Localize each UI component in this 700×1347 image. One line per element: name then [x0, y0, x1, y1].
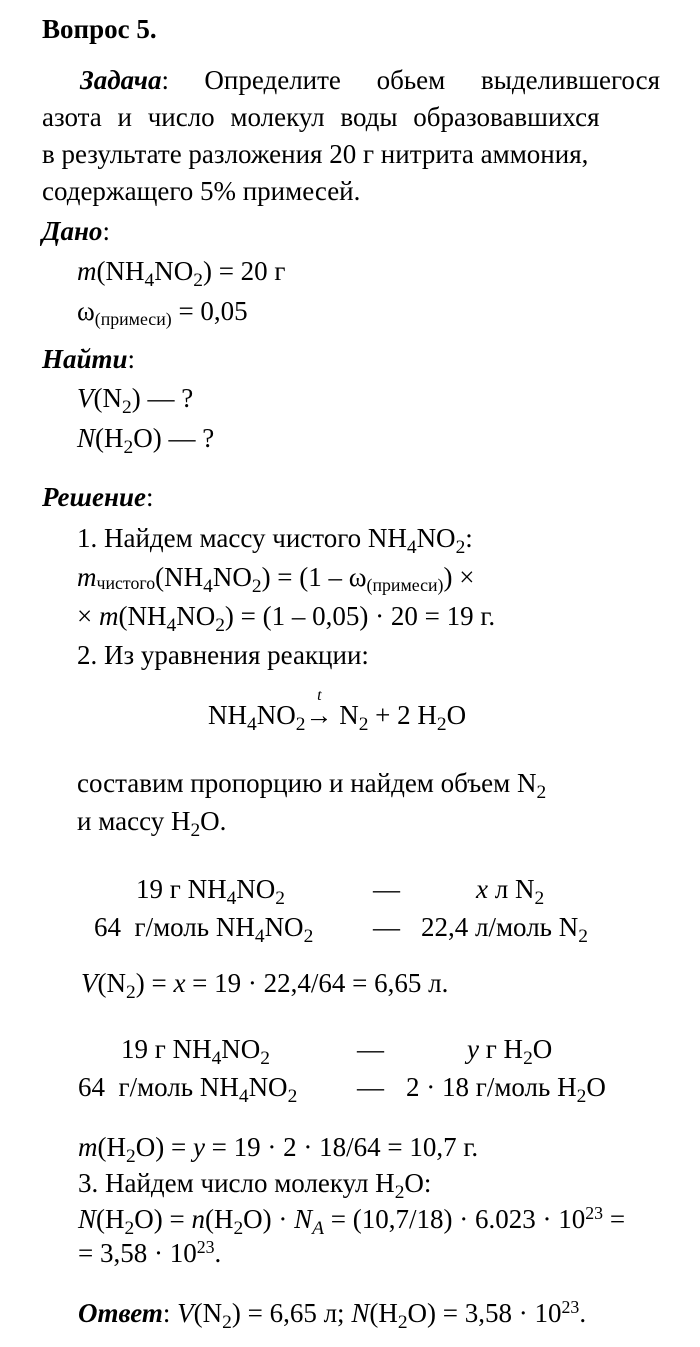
mass-result [78, 1132, 479, 1167]
intro-text: O. [200, 806, 227, 836]
find-heading [42, 346, 135, 373]
formula-part: NO [212, 562, 252, 592]
subscript: 2 [260, 1047, 271, 1069]
formula-part: 64 г/моль NH [94, 912, 255, 942]
subscript: 2 [275, 887, 286, 909]
formula-part: O [532, 1034, 553, 1064]
proportion-row [136, 874, 286, 909]
formula-part: ) = (1 – ω [261, 562, 367, 592]
formula-part: . [579, 1298, 587, 1328]
proportion-row [78, 1072, 298, 1107]
number-symbol: N [351, 1298, 370, 1328]
superscript: 23 [561, 1297, 580, 1318]
question-title-text: Вопрос 5. [42, 14, 157, 44]
molecule-count-result [78, 1237, 222, 1268]
intro-text: составим пропорцию и найдем объем N [77, 768, 537, 798]
subscript: 4 [166, 614, 177, 636]
formula-part: (N [97, 968, 126, 998]
proportion-dash: — [373, 874, 400, 904]
volume-answer: ) = 6,65 л; [231, 1298, 352, 1328]
formula-part: (H [95, 423, 124, 453]
superscript: 23 [585, 1203, 604, 1224]
formula-part: N [332, 700, 359, 730]
proportion-right [421, 912, 588, 947]
mass-value: = 20 г [211, 256, 286, 286]
formula-part: O) — ? [133, 423, 215, 453]
arrow-icon: → [305, 700, 333, 730]
omega-subscript: (примеси) [94, 309, 172, 330]
formula-part: = 3,58 · 10 [78, 1238, 197, 1268]
formula-part: O) · [243, 1204, 295, 1234]
subscript: 4 [144, 269, 155, 291]
formula-part: × [77, 601, 99, 631]
subscript: A [312, 1217, 325, 1239]
formula-part: NO [221, 1034, 261, 1064]
formula-part: (N [193, 1298, 223, 1328]
formula-part: NO [256, 700, 296, 730]
subscript: 2 [126, 981, 136, 1003]
subscript: 4 [247, 713, 257, 735]
task-label-colon: : [161, 65, 169, 95]
subscript: 2 [190, 819, 201, 841]
subscript: 2 [124, 1217, 135, 1239]
formula-part: 64 г/моль NH [78, 1072, 239, 1102]
formula-part: O: [404, 1168, 432, 1198]
molecule-count-equation [78, 1203, 626, 1239]
superscript: 23 [196, 1237, 215, 1258]
given-heading [42, 218, 110, 245]
subscript: 2 [436, 713, 447, 735]
number-symbol: N [78, 1204, 97, 1234]
solution-heading [42, 484, 153, 511]
subscript: 4 [406, 536, 417, 558]
formula-part: (NH [118, 601, 167, 631]
proportion-dash: — [357, 1034, 384, 1064]
subscript: 2 [123, 436, 134, 458]
heat-label: t [317, 687, 322, 704]
step-text: 3. Найдем число молекул H [78, 1168, 395, 1198]
formula-part: 22,4 л/моль N [421, 912, 579, 942]
equation-pure-mass-1 [77, 562, 475, 597]
subscript: 2 [287, 1085, 298, 1107]
question-title [42, 16, 157, 43]
answer-line [78, 1297, 587, 1333]
subscript: 4 [226, 887, 237, 909]
reaction-equation [208, 687, 467, 735]
subscript: 4 [211, 1047, 222, 1069]
formula-part: 19 г NH [121, 1034, 212, 1064]
subscript: 2 [233, 1217, 244, 1239]
formula-part: 2 · 18 г/моль H [406, 1072, 577, 1102]
step-3 [78, 1168, 432, 1203]
formula-part: : [465, 523, 473, 553]
number-symbol: N [77, 423, 96, 453]
molecule-answer: O) = 3,58 · 10 [407, 1298, 562, 1328]
answer-label: Ответ [78, 1298, 163, 1328]
subscript: 2 [126, 1145, 136, 1167]
subscript: 2 [536, 781, 547, 803]
formula-part: ) [202, 256, 212, 286]
volume-result [81, 968, 449, 1003]
formula-part: (NH [155, 562, 204, 592]
task-line-2: азота и число молекул воды образовавшихся [42, 102, 600, 132]
volume-symbol: V [77, 383, 94, 413]
unknown-y: y [192, 1132, 205, 1162]
subscript: 2 [578, 925, 588, 947]
formula-part: + 2 H [368, 700, 437, 730]
subscript: 4 [238, 1085, 249, 1107]
find-label: Найти [42, 344, 128, 374]
answer-colon: : [162, 1298, 178, 1328]
solution-colon: : [145, 482, 154, 512]
mass-symbol: m [98, 601, 119, 631]
task-text-1: Определите обьем выделившегося [204, 65, 660, 95]
mass-symbol: m [78, 1132, 98, 1162]
subscript: 2 [358, 713, 369, 735]
find-volume [77, 383, 194, 418]
subscript: 2 [394, 1181, 405, 1203]
formula-part: . [214, 1238, 222, 1268]
subscript: 2 [215, 614, 225, 636]
formula-part: (H [96, 1204, 125, 1234]
formula-part: NH [208, 700, 247, 730]
step-text: 1. Найдем массу чистого NH [77, 523, 407, 553]
formula-part: O) = [135, 1132, 193, 1162]
formula-part: = 19 · 2 · 18/64 = 10,7 г. [204, 1132, 479, 1162]
subscript: 2 [193, 269, 203, 291]
formula-part: = [603, 1204, 626, 1234]
formula-part: NO [236, 874, 276, 904]
formula-part: = (10,7/18) · 6.023 · 10 [324, 1204, 586, 1234]
proportion-row [121, 1034, 271, 1069]
equation-pure-mass-2 [77, 601, 496, 636]
impurity-value: = 0,05 [171, 296, 248, 326]
formula-part: 19 г NH [136, 874, 227, 904]
intro-text: и массу H [77, 806, 191, 836]
amount-symbol: n [191, 1204, 205, 1234]
proportion-row [94, 912, 314, 947]
mass-symbol: m [77, 256, 97, 286]
formula-part: ) — ? [131, 383, 194, 413]
formula-part: ) × [443, 562, 475, 592]
subscript: 2 [303, 925, 314, 947]
subscript: 2 [295, 713, 306, 735]
proportion-dash: — [357, 1072, 384, 1102]
formula-part: (H [97, 1132, 126, 1162]
subscript: 2 [122, 396, 132, 418]
formula-part: O [446, 700, 467, 730]
formula-part: NO [248, 1072, 288, 1102]
subscript: 2 [251, 575, 262, 597]
proportion-right [406, 1072, 606, 1107]
proportion-dash: — [373, 912, 400, 942]
formula-part: (H [369, 1298, 398, 1328]
formula-part: г H [478, 1034, 524, 1064]
formula-part: O) = [134, 1204, 192, 1234]
formula-part: NO [416, 523, 456, 553]
volume-symbol: V [177, 1298, 194, 1328]
subscript: 4 [254, 925, 265, 947]
formula-part: ) = [135, 968, 174, 998]
solution-label: Решение [42, 482, 146, 512]
reaction-arrow [305, 687, 333, 730]
subscript: 2 [455, 536, 466, 558]
formula-part: (NH [96, 256, 145, 286]
formula-part: л N [487, 874, 535, 904]
formula-part: (H [204, 1204, 234, 1234]
given-label: Дано [42, 216, 103, 246]
subscript: чистого [96, 572, 156, 593]
omega-symbol: ω [77, 296, 95, 326]
proportion-right [476, 874, 545, 909]
mass-symbol: m [77, 562, 97, 592]
avogadro-symbol: N [294, 1204, 313, 1234]
task-label: Задача [80, 65, 162, 95]
formula-part: = 19 · 22,4/64 = 6,65 л. [185, 968, 449, 998]
formula-part: NO [264, 912, 304, 942]
task-line-3: в результате разложения 20 г нитрита аммония, [42, 139, 589, 169]
task-line-4: содержащего 5% примесей. [42, 176, 361, 206]
unknown-y: y [467, 1034, 479, 1064]
task-line-1 [80, 67, 660, 94]
formula-part: ) = (1 – 0,05) · 20 = 19 г. [224, 601, 496, 631]
step-2: 2. Из уравнения реакции: [77, 640, 369, 670]
unknown-x: x [476, 874, 488, 904]
find-colon: : [127, 344, 136, 374]
find-molecules [77, 423, 215, 458]
proportion-right [467, 1034, 553, 1069]
formula-part: (N [93, 383, 122, 413]
given-mass [77, 256, 286, 291]
step-1 [77, 523, 473, 558]
proportion-intro-1 [77, 768, 547, 803]
proportion-intro-2 [77, 806, 227, 841]
subscript: 2 [222, 1311, 232, 1333]
formula-part: NO [176, 601, 216, 631]
subscript: 2 [397, 1311, 408, 1333]
omega-subscript: (примеси) [366, 575, 444, 596]
formula-part: O [586, 1072, 606, 1102]
subscript: 2 [576, 1085, 587, 1107]
given-impurity [77, 296, 248, 330]
formula-part: NO [154, 256, 194, 286]
volume-symbol: V [81, 968, 98, 998]
unknown-x: x [173, 968, 186, 998]
subscript: 4 [203, 575, 213, 597]
subscript: 2 [523, 1047, 533, 1069]
subscript: 2 [534, 887, 545, 909]
given-colon: : [102, 216, 110, 246]
